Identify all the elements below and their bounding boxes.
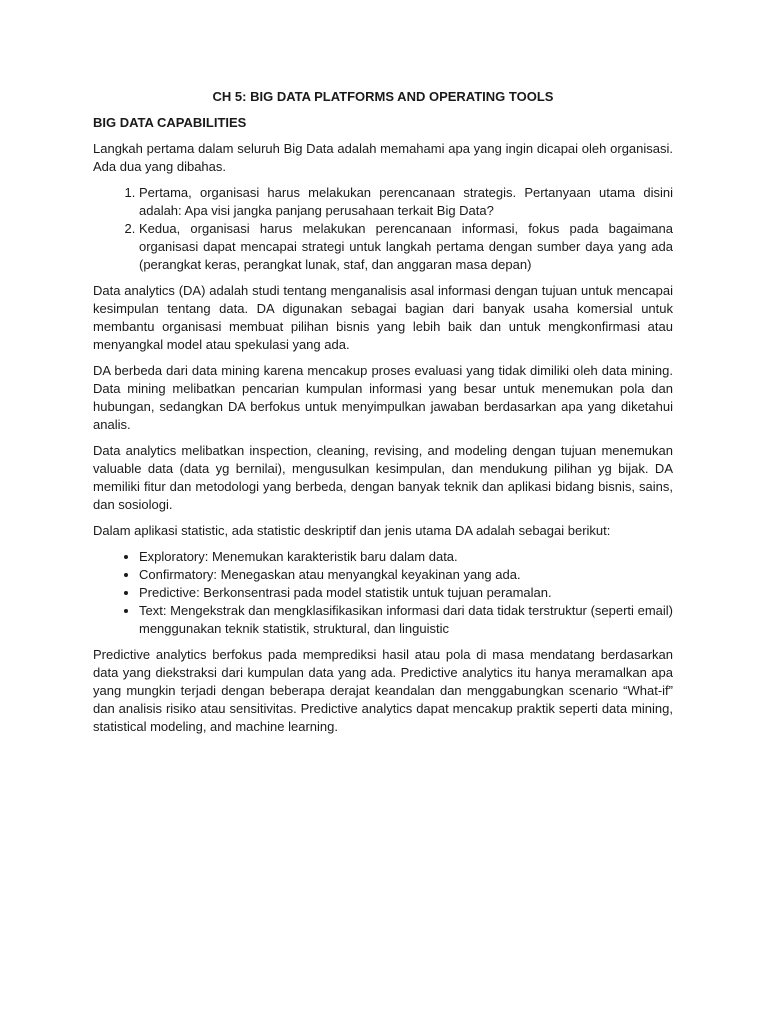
paragraph-da-process: Data analytics melibatkan inspection, cleaning, revising, and modeling dengan tujuan menemukan valuable data (data yg bernilai), mengusulkan kesimpulan, dan mendukung pilihan yg bijak. DA memiliki fitur dan metodologi yang berbeda, dengan banyak teknik dan aplikasi bidang bisnis, sains, dan sosiologi.	[93, 443, 673, 512]
document-page	[93, 88, 673, 744]
bullet-list	[93, 548, 673, 638]
section-heading: BIG DATA CAPABILITIES	[93, 115, 247, 130]
intro-paragraph: Langkah pertama dalam seluruh Big Data adalah memahami apa yang ingin dicapai oleh organisasi. Ada dua yang dibahas.	[93, 141, 673, 174]
list-item: 1. Pertama, organisasi harus melakukan perencanaan strategis. Pertanyaan utama disini adalah: Apa visi jangka panjang perusahaan terkait Big Data?	[139, 184, 673, 220]
numbered-list	[93, 184, 673, 274]
paragraph-da-types-intro: Dalam aplikasi statistic, ada statistic deskriptif dan jenis utama DA adalah sebagai berikut:	[93, 523, 611, 538]
list-item: • Exploratory: Menemukan karakteristik baru dalam data.	[139, 548, 673, 566]
document-title: CH 5: BIG DATA PLATFORMS AND OPERATING TOOLS	[212, 89, 554, 104]
paragraph-data-analytics: Data analytics (DA) adalah studi tentang menganalisis asal informasi dengan tujuan untuk mencapai kesimpulan tentang data. DA digunakan sebagai bagian dari banyak usaha komersial untuk membantu organisasi membuat pilihan bisnis yang lebih baik dan untuk mengkonfirmasi atau menyangkal model atau spekulasi yang ada.	[93, 283, 673, 352]
paragraph-da-vs-data-mining: DA berbeda dari data mining karena mencakup proses evaluasi yang tidak dimiliki oleh data mining. Data mining melibatkan pencarian kumpulan informasi yang besar untuk menemukan pola dan hubungan, sedangkan DA berfokus untuk menyimpulkan jawaban berdasarkan apa yang diketahui analis.	[93, 363, 673, 432]
paragraph-predictive-analytics: Predictive analytics berfokus pada memprediksi hasil atau pola di masa mendatang berdasarkan data yang diekstraksi dari kumpulan data yang ada. Predictive analytics itu hanya meramalkan apa yang mungkin terjadi dengan beberapa derajat keandalan dan menggabungkan scenario “What-if” dan analisis risiko atau sensitivitas. Predictive analytics dapat mencakup praktik seperti data mining, statistical modeling, and machine learning.	[93, 647, 673, 734]
list-item: • Text: Mengekstrak dan mengklasifikasikan informasi dari data tidak terstruktur (seperti email) menggunakan teknik statistik, struktural, dan linguistic	[139, 602, 673, 638]
list-item: • Confirmatory: Menegaskan atau menyangkal keyakinan yang ada.	[139, 566, 673, 584]
list-item: 2. Kedua, organisasi harus melakukan perencanaan informasi, fokus pada bagaimana organisasi dapat mencapai strategi untuk langkah pertama dengan sumber daya yang ada (perangkat keras, perangkat lunak, staf, dan anggaran masa depan)	[139, 220, 673, 274]
list-item: • Predictive: Berkonsentrasi pada model statistik untuk tujuan peramalan.	[139, 584, 673, 602]
